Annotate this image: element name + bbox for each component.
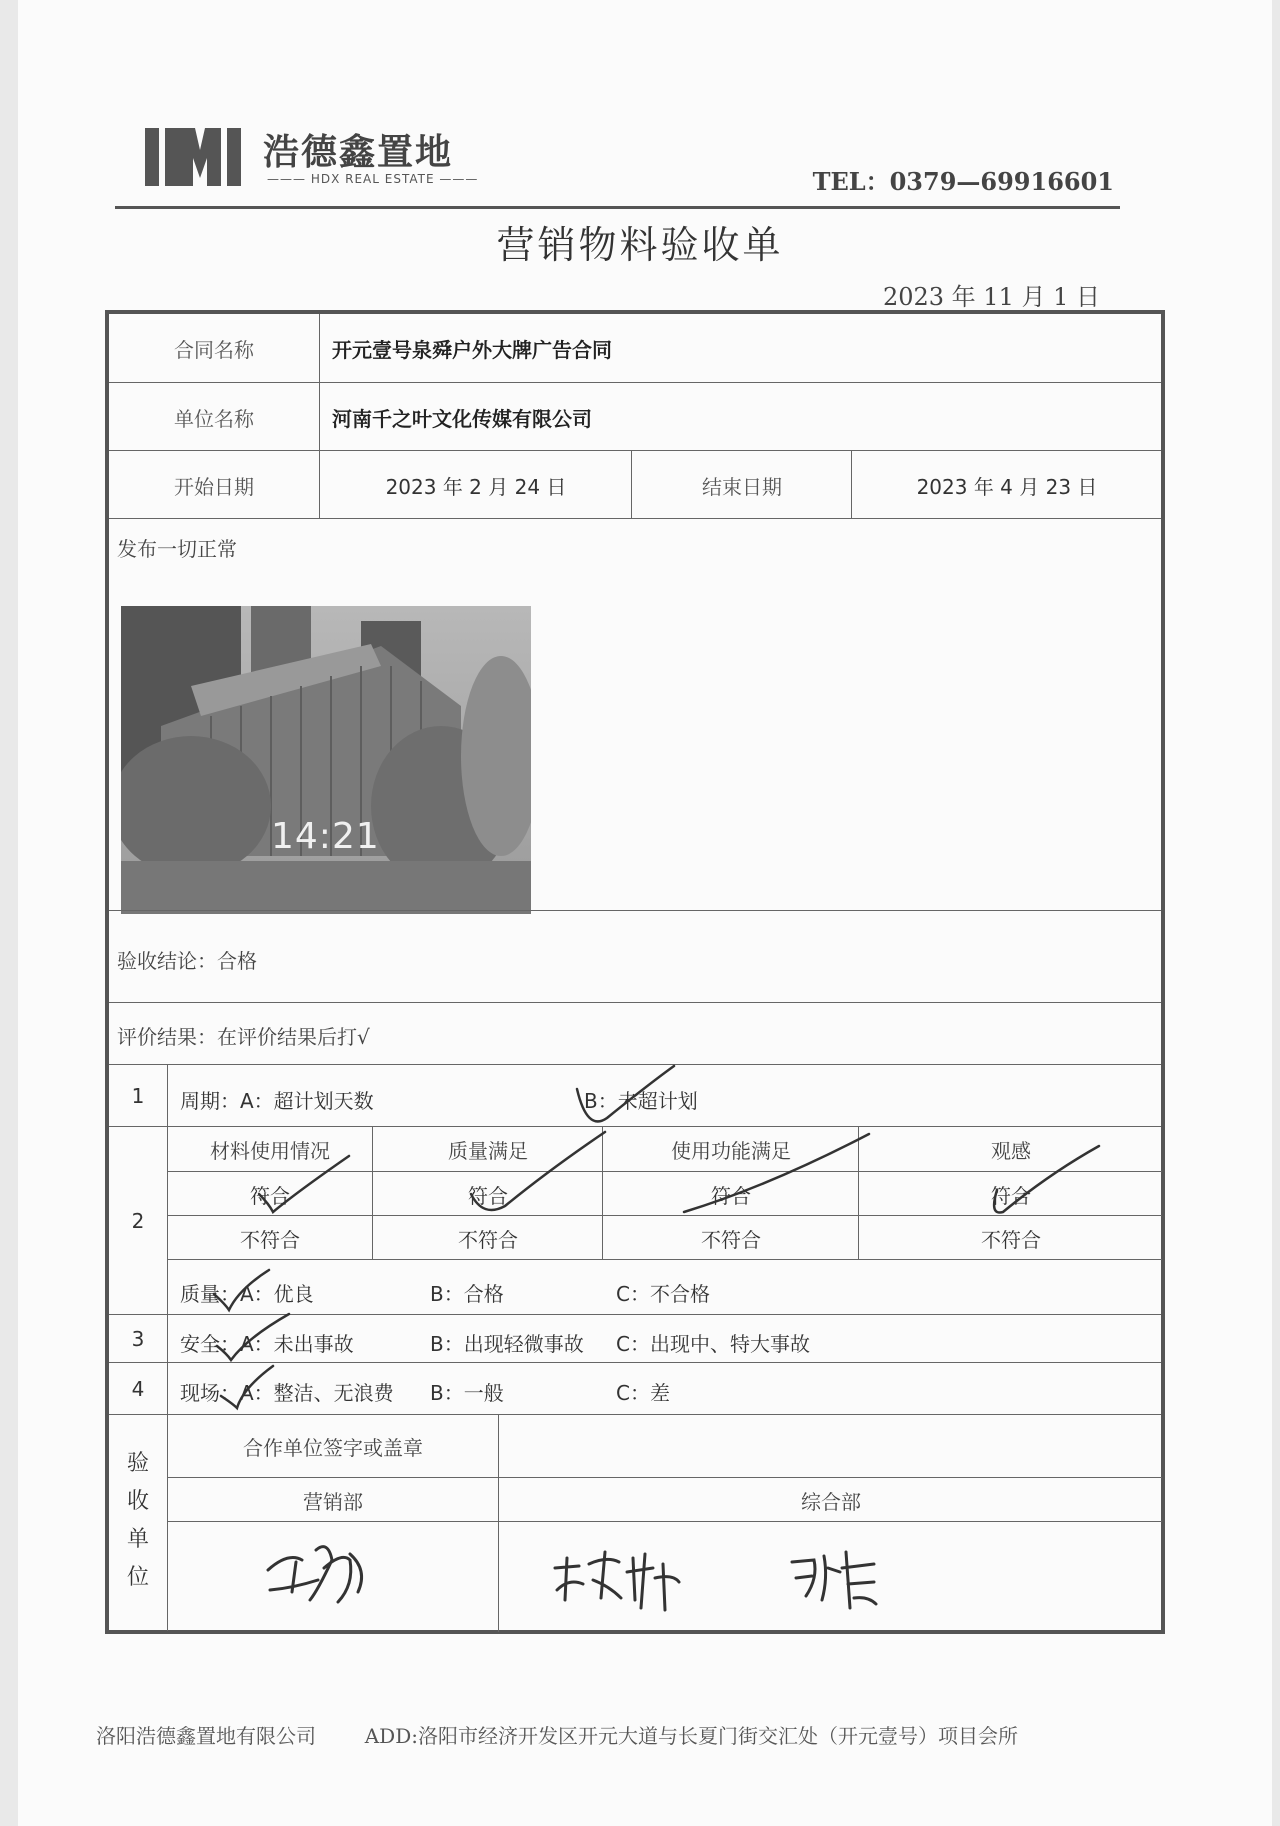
conform-option: 符合 xyxy=(858,1172,1163,1216)
site-option-c: C：差 xyxy=(616,1381,670,1405)
cycle-option-b: B：未超计划 xyxy=(584,1089,698,1113)
site-option-b: B：一般 xyxy=(430,1381,504,1405)
evaluation-hint: 评价结果：在评价结果后打√ xyxy=(117,1025,370,1049)
page-title: 营销物料验收单 xyxy=(496,223,784,267)
conform-option: 符合 xyxy=(602,1172,859,1216)
start-date-value: 2023 年 2 月 24 日 xyxy=(319,451,632,519)
nonconform-option: 不符合 xyxy=(372,1216,603,1260)
company-logo-subtitle: ——— HDX REAL ESTATE ——— xyxy=(267,172,479,186)
dates-row xyxy=(109,450,1161,519)
eval-row-3 xyxy=(109,1314,1161,1363)
conform-option: 符合 xyxy=(250,1183,290,1208)
general-signature-1 xyxy=(549,1538,689,1618)
criteria-header: 质量满足 xyxy=(372,1127,603,1171)
conform-row xyxy=(168,1171,1162,1216)
eval-row-3-body xyxy=(167,1315,1162,1363)
telephone: TEL：0379—69916601 xyxy=(812,167,1114,196)
page-footer xyxy=(96,1720,1018,1749)
quality-option-b: B：合格 xyxy=(430,1282,504,1306)
general-dept-label: 综合部 xyxy=(498,1478,1163,1522)
acceptance-conclusion: 验收结论：合格 xyxy=(117,949,257,973)
company-logo-name: 浩德鑫置地 xyxy=(263,132,454,173)
cycle-option-a: 周期：A：超计划天数 xyxy=(180,1089,374,1113)
photo-timestamp: 14:21 xyxy=(271,816,380,857)
safety-option-c: C：出现中、特大事故 xyxy=(616,1332,810,1356)
nonconform-option: 不符合 xyxy=(858,1216,1163,1260)
conclusion-row xyxy=(109,910,1161,1003)
eval-row-3-number: 3 xyxy=(131,1327,145,1351)
footer-company: 洛阳浩德鑫置地有限公司 xyxy=(96,1724,316,1748)
general-signature-area xyxy=(498,1522,1163,1632)
eval-row-1 xyxy=(109,1064,1161,1127)
criteria-grid xyxy=(167,1127,1162,1315)
end-date-value: 2023 年 4 月 23 日 xyxy=(851,451,1162,519)
eval-row-4-body xyxy=(167,1363,1162,1415)
quality-option-a: 质量：A：优良 xyxy=(180,1282,314,1306)
unit-name-value: 河南千之叶文化传媒有限公司 xyxy=(319,383,1161,451)
signoff-section xyxy=(109,1414,1161,1631)
partner-row xyxy=(168,1415,1162,1477)
eval-row-2-number: 2 xyxy=(131,1209,145,1233)
nonconform-option: 不符合 xyxy=(602,1216,859,1260)
criteria-header: 使用功能满足 xyxy=(602,1127,859,1171)
signature-row xyxy=(168,1521,1162,1632)
signoff-vertical-label: 验 收 单 位 xyxy=(126,1451,149,1590)
signoff-grid xyxy=(167,1415,1162,1631)
eval-row-1-number: 1 xyxy=(131,1084,145,1108)
conform-option: 符合 xyxy=(372,1172,603,1216)
marketing-signature xyxy=(258,1530,378,1610)
criteria-header: 观感 xyxy=(858,1127,1163,1171)
document-date: 2023 年 11 月 1 日 xyxy=(882,283,1100,311)
nonconform-option: 不符合 xyxy=(240,1227,300,1252)
eval-row-4 xyxy=(109,1362,1161,1415)
contract-name-label: 合同名称 xyxy=(174,337,254,362)
contract-name-value: 开元壹号泉舜户外大牌广告合同 xyxy=(319,314,1161,382)
quality-row xyxy=(168,1259,1162,1316)
quality-option-c: C：不合格 xyxy=(616,1282,710,1306)
criteria-header-row xyxy=(168,1127,1162,1171)
billboard-photo xyxy=(121,606,531,914)
eval-row-1-body xyxy=(167,1065,1162,1127)
contract-name-row xyxy=(109,314,1161,382)
end-date-label: 结束日期 xyxy=(631,451,852,519)
partner-signature-label: 合作单位签字或盖章 xyxy=(243,1435,423,1460)
footer-address: ADD:洛阳市经济开发区开元大道与长夏门街交汇处（开元壹号）项目会所 xyxy=(364,1724,1018,1748)
acceptance-form xyxy=(105,310,1165,1634)
marketing-dept-label: 营销部 xyxy=(303,1489,363,1514)
department-row xyxy=(168,1477,1162,1522)
start-date-label: 开始日期 xyxy=(174,474,254,499)
safety-option-b: B：出现轻微事故 xyxy=(430,1332,584,1356)
letterhead xyxy=(115,120,1120,209)
marketing-signature-area xyxy=(168,1522,498,1632)
criteria-header: 材料使用情况 xyxy=(210,1138,330,1163)
evaluation-hint-row xyxy=(109,1002,1161,1065)
site-option-a: 现场：A：整洁、无浪费 xyxy=(180,1381,394,1405)
nonconform-row xyxy=(168,1215,1162,1260)
partner-signature-area xyxy=(498,1415,1163,1477)
safety-option-a: 安全：A：未出事故 xyxy=(180,1332,354,1356)
eval-row-2 xyxy=(109,1126,1161,1315)
eval-row-4-number: 4 xyxy=(131,1377,145,1401)
release-note: 发布一切正常 xyxy=(117,537,237,561)
company-logo-icon xyxy=(145,128,255,190)
general-signature-2 xyxy=(784,1538,884,1618)
unit-name-label: 单位名称 xyxy=(174,406,254,431)
unit-name-row xyxy=(109,382,1161,451)
